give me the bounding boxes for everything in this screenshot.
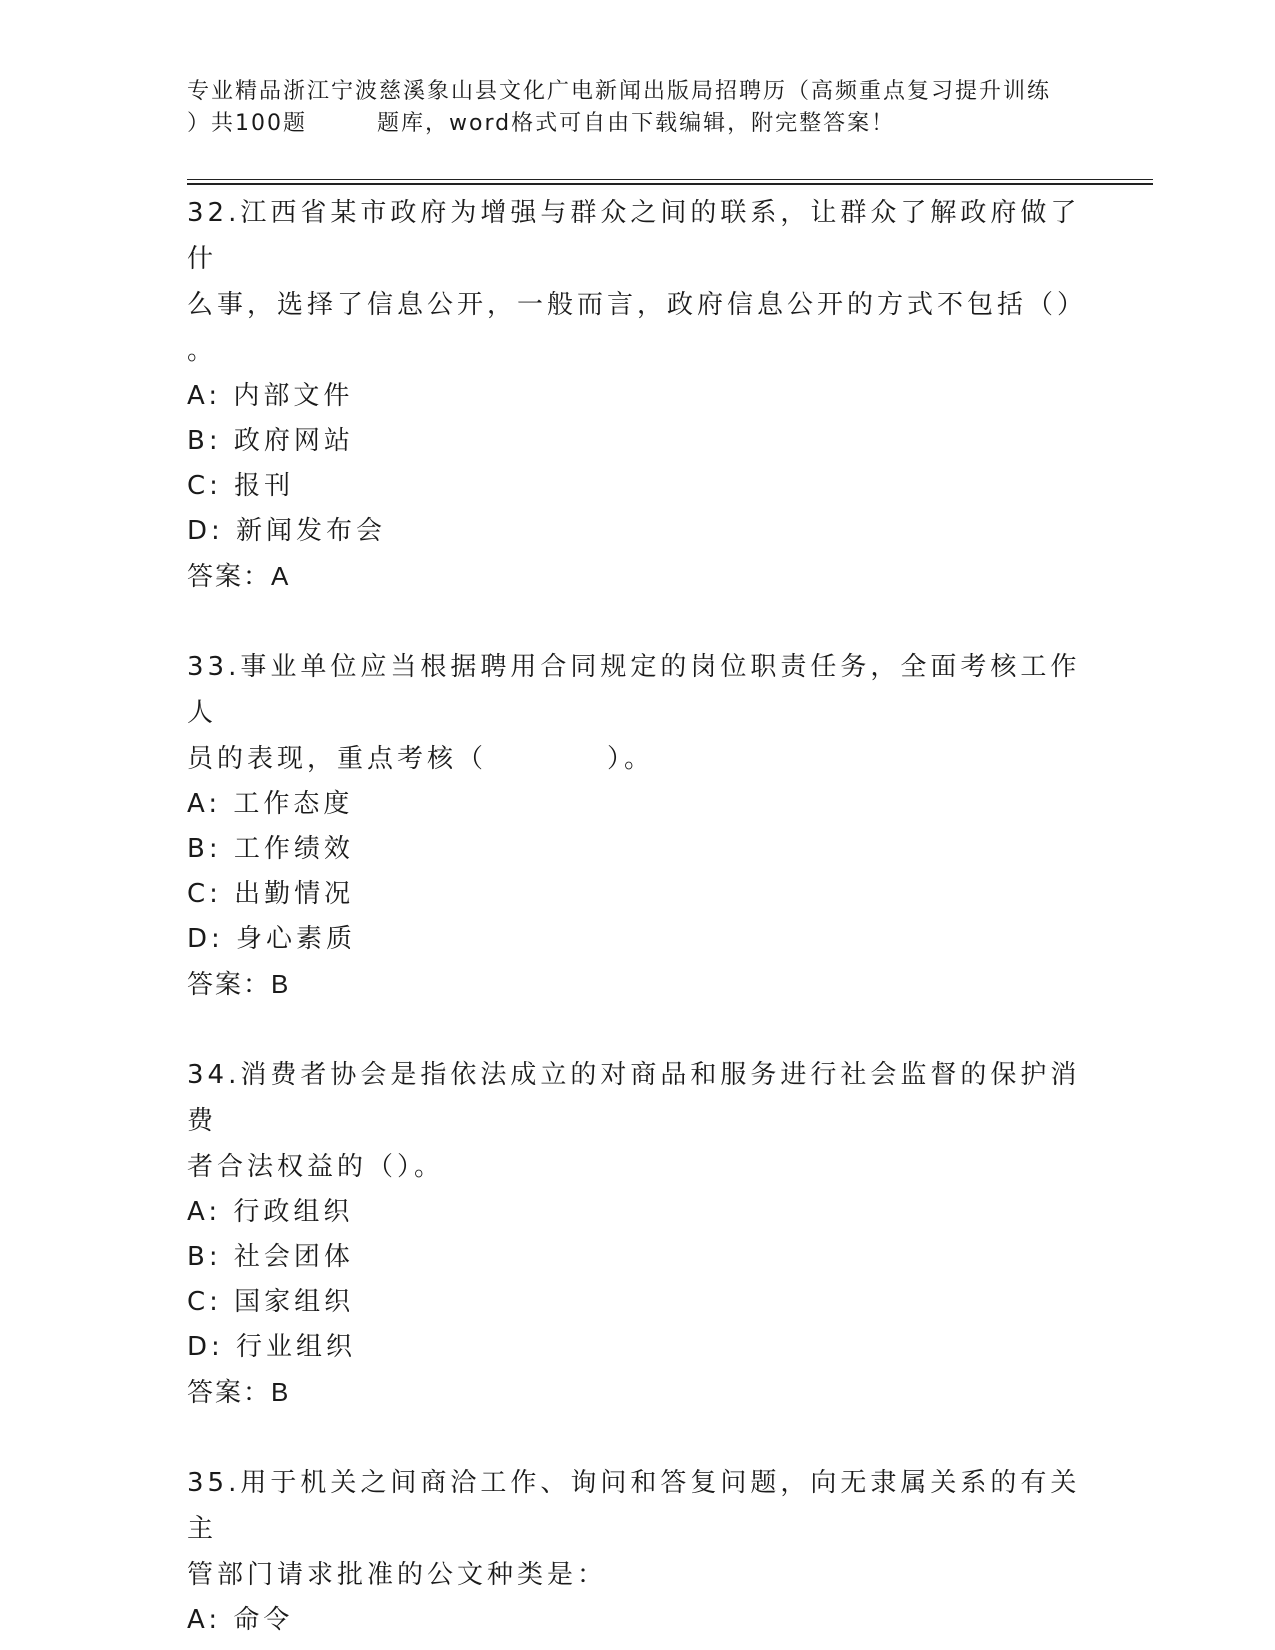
- question-stem-part: ）。: [607, 744, 655, 774]
- header-divider-thin: [187, 179, 1153, 180]
- question-list: [187, 190, 1087, 1643]
- document-header: [187, 76, 1087, 140]
- answer-line: 答案：A: [187, 561, 291, 591]
- question-34: [187, 1052, 1087, 1415]
- question-stem-line: 么事，选择了信息公开，一般而言，政府信息公开的方式不包括（）: [187, 290, 1088, 320]
- question-stem-part: 员的表现，重点考核（: [187, 744, 488, 774]
- header-line-2b: 题库，word格式可自由下载编辑，附完整答案！: [377, 111, 896, 136]
- header-line-2a: ）共100题: [187, 111, 307, 136]
- option-d: D: 新闻发布会: [187, 516, 387, 546]
- question-stem-line: 34.消费者协会是指依法成立的对商品和服务进行社会监督的保护消费: [187, 1060, 1081, 1136]
- question-stem-line: 33.事业单位应当根据聘用合同规定的岗位职责任务，全面考核工作人: [187, 652, 1081, 728]
- option-a: A: 内部文件: [187, 381, 354, 411]
- option-a: A: 工作态度: [187, 789, 354, 819]
- option-b: B: 工作绩效: [187, 834, 354, 864]
- option-b: B: 社会团体: [187, 1242, 354, 1272]
- option-b: B: 政府网站: [187, 426, 354, 456]
- option-d: D: 身心素质: [187, 924, 357, 954]
- question-stem-line: 管部门请求批准的公文种类是：: [187, 1560, 608, 1590]
- answer-line: 答案：B: [187, 969, 291, 999]
- option-d: D: 行业组织: [187, 1332, 357, 1362]
- question-stem-line: 35.用于机关之间商洽工作、询问和答复问题，向无隶属关系的有关主: [187, 1468, 1081, 1544]
- option-a: A: 命令: [187, 1605, 294, 1635]
- question-33: [187, 644, 1087, 1007]
- question-stem-line: [187, 736, 1087, 782]
- question-35: [187, 1460, 1087, 1643]
- option-a: A: 行政组织: [187, 1197, 354, 1227]
- header-line-1: 专业精品浙江宁波慈溪象山县文化广电新闻出版局招聘历（高频重点复习提升训练: [187, 79, 1052, 104]
- option-c: C: 出勤情况: [187, 879, 355, 909]
- question-stem-line: 者合法权益的（）。: [187, 1152, 445, 1182]
- question-stem-line: 。: [187, 336, 218, 366]
- option-c: C: 报刊: [187, 471, 295, 501]
- question-stem-line: 32.江西省某市政府为增强与群众之间的联系，让群众了解政府做了什: [187, 198, 1081, 274]
- answer-line: 答案：B: [187, 1377, 291, 1407]
- header-divider-thick: [187, 183, 1153, 185]
- question-32: [187, 190, 1087, 599]
- option-c: C: 国家组织: [187, 1287, 355, 1317]
